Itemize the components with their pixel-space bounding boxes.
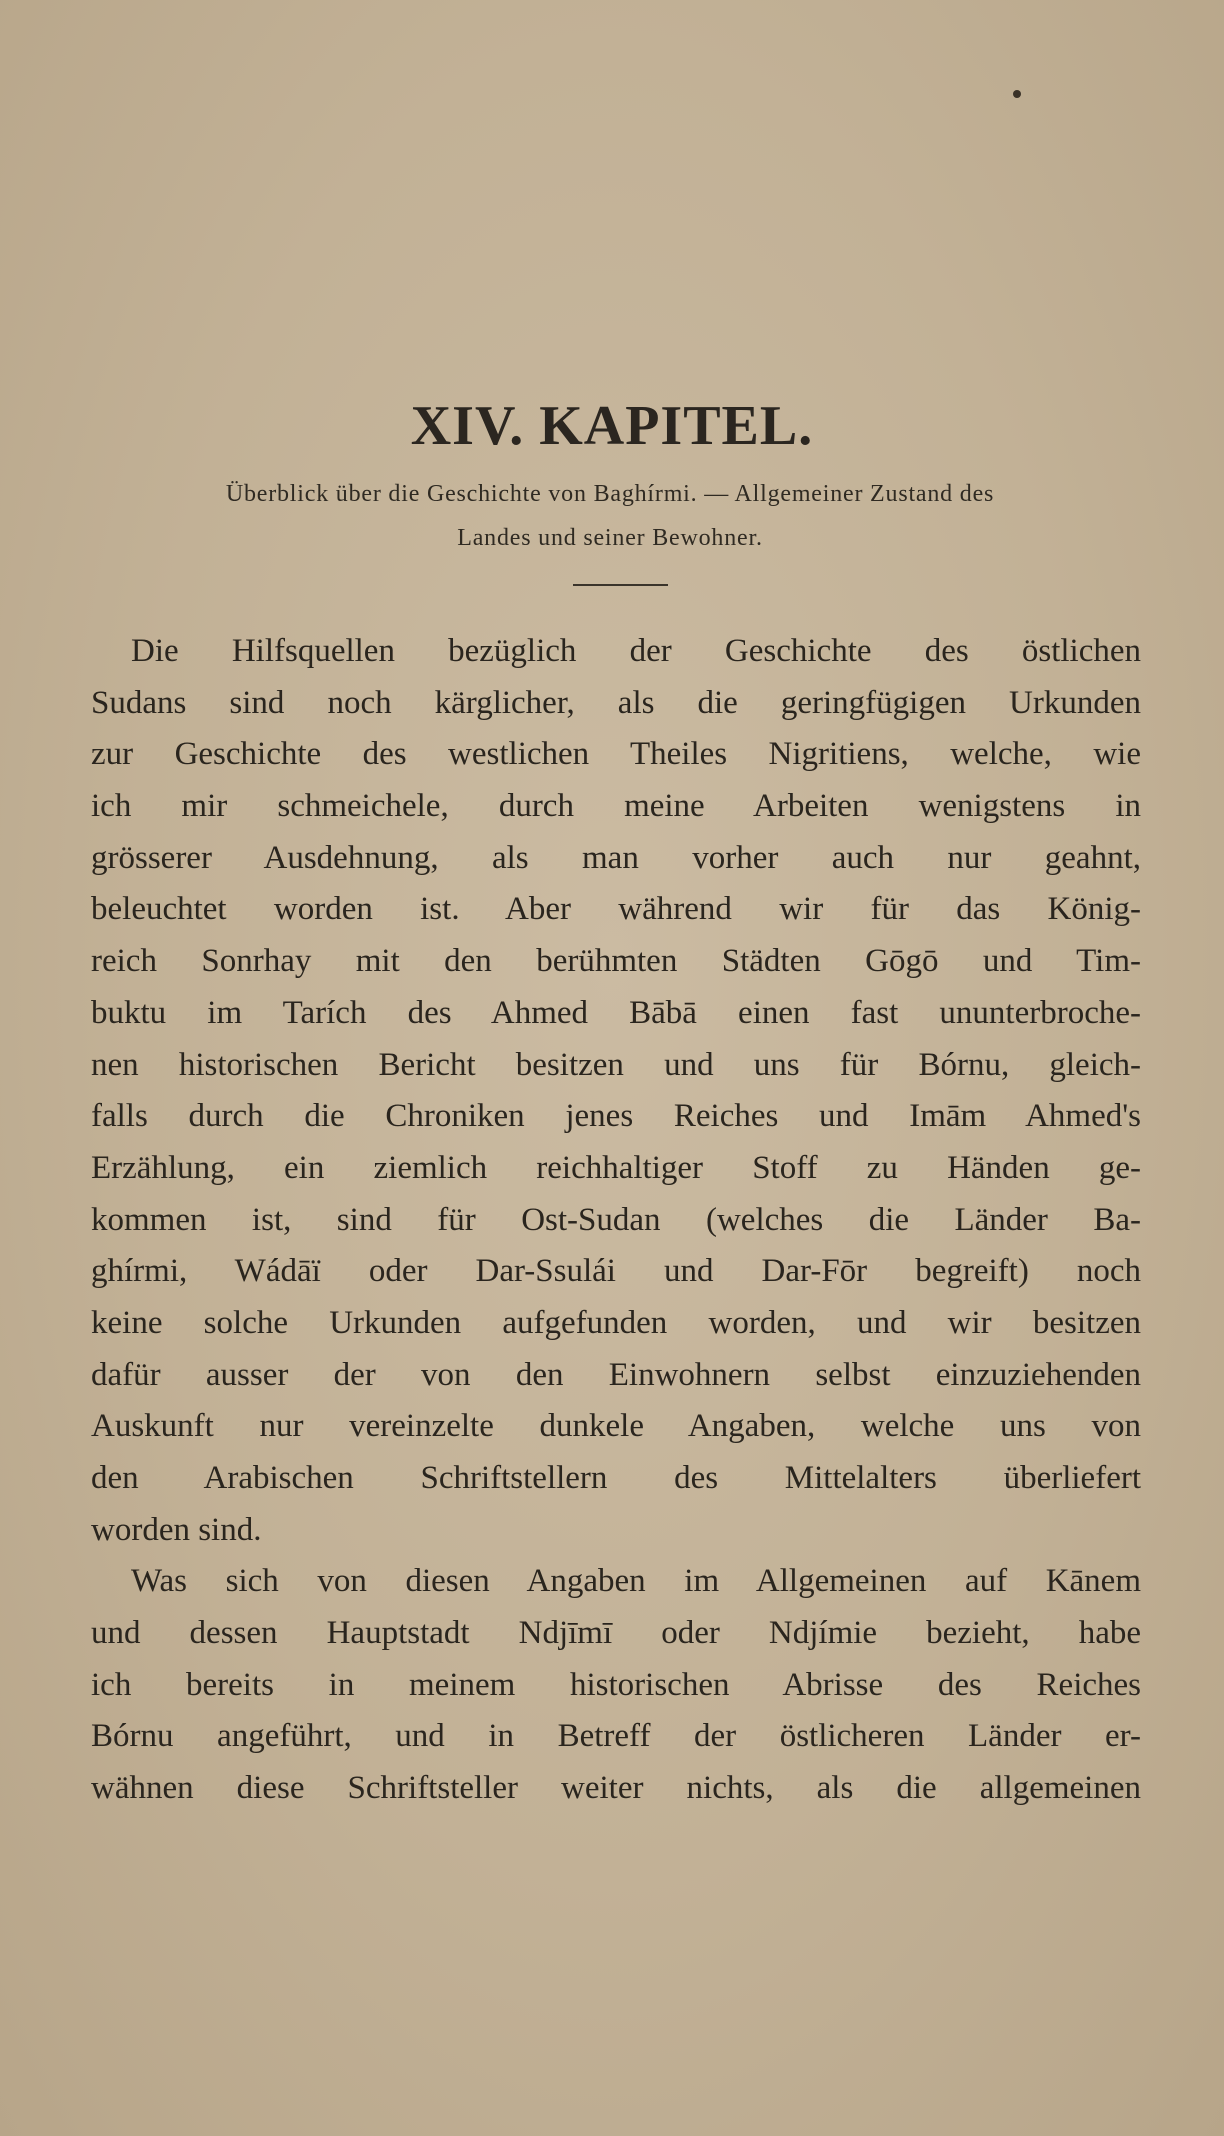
- title-divider: [573, 584, 668, 586]
- text-line: zur Geschichte des westlichen Theiles Nigritiens, welche, wie: [91, 736, 1141, 773]
- text-line: Auskunft nur vereinzelte dunkele Angaben, welche uns von: [91, 1408, 1141, 1445]
- text-line: Erzählung, ein ziemlich reichhaltiger Stoff zu Händen ge-: [91, 1149, 1141, 1186]
- body-text: [91, 626, 1141, 1815]
- subtitle-line: Landes und seiner Bewohner.: [457, 525, 763, 551]
- text-line: grösserer Ausdehnung, als man vorher auch nur geahnt,: [91, 839, 1141, 876]
- text-line: ghírmi, Wádāï oder Dar-Ssulái und Dar-Fōr begreift) noch: [91, 1253, 1141, 1290]
- text-line: worden sind.: [91, 1511, 262, 1548]
- text-line: wähnen diese Schriftsteller weiter nichts, als die allgemeinen: [91, 1770, 1141, 1807]
- text-line: kommen ist, sind für Ost-Sudan (welches die Länder Ba-: [91, 1201, 1141, 1238]
- text-line: buktu im Tarích des Ahmed Bābā einen fast ununterbroche-: [91, 994, 1141, 1031]
- ink-speck: [1013, 90, 1021, 98]
- text-line: beleuchtet worden ist. Aber während wir für das König-: [91, 891, 1141, 928]
- text-line: Sudans sind noch kärglicher, als die geringfügigen Urkunden: [91, 684, 1141, 721]
- text-line: ich bereits in meinem historischen Abrisse des Reiches: [91, 1666, 1141, 1703]
- chapter-subtitle: [95, 472, 1125, 560]
- text-line: Die Hilfsquellen bezüglich der Geschichte des östlichen: [131, 633, 1141, 669]
- text-line: und dessen Hauptstadt Ndjīmī oder Ndjímie bezieht, habe: [91, 1615, 1141, 1652]
- text-line: nen historischen Bericht besitzen und uns für Bórnu, gleich-: [91, 1046, 1141, 1083]
- text-line: dafür ausser der von den Einwohnern selbst einzuziehenden: [91, 1356, 1141, 1393]
- text-line: Bórnu angeführt, und in Betreff der östlicheren Länder er-: [91, 1718, 1141, 1755]
- subtitle-line: Überblick über die Geschichte von Baghírmi. — Allgemeiner Zustand des: [225, 481, 995, 507]
- text-line: den Arabischen Schriftstellern des Mittelalters überliefert: [91, 1460, 1141, 1496]
- text-line: keine solche Urkunden aufgefunden worden, und wir besitzen: [91, 1304, 1141, 1341]
- text-line: ich mir schmeichele, durch meine Arbeiten wenigstens in: [91, 788, 1141, 825]
- text-line: falls durch die Chroniken jenes Reiches und Imām Ahmed's: [91, 1098, 1141, 1135]
- chapter-title: XIV. KAPITEL.: [410, 395, 814, 457]
- text-line: Was sich von diesen Angaben im Allgemeinen auf Kānem: [131, 1563, 1141, 1600]
- text-line: reich Sonrhay mit den berühmten Städten Gōgō und Tim-: [91, 943, 1141, 980]
